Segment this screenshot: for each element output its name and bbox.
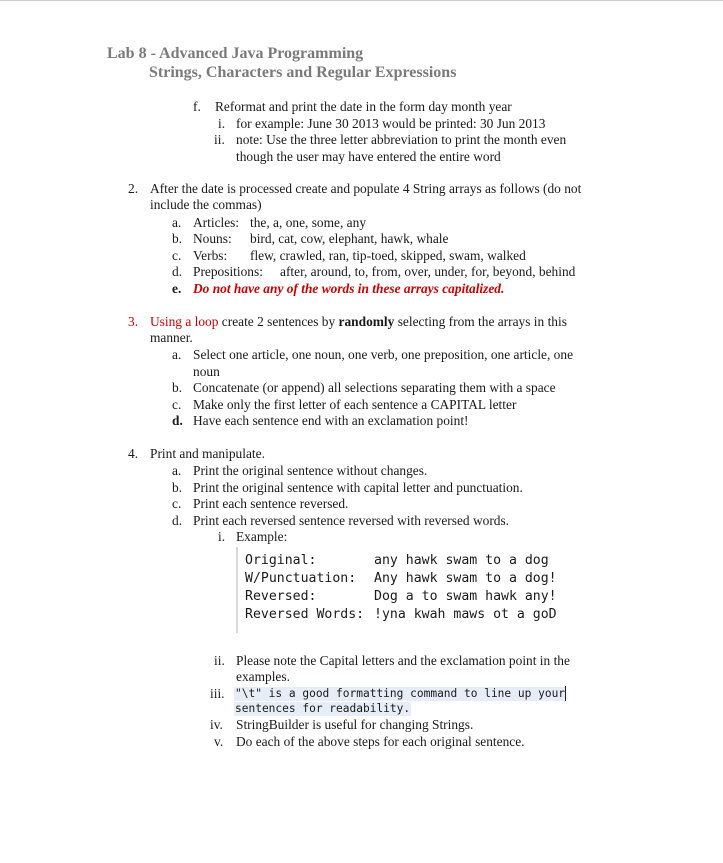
item-3b-marker: b. <box>172 380 183 395</box>
item-f-ii-text-1: note: Use the three letter abbreviation to print the month even <box>236 132 567 147</box>
reversed-words-key: Reversed Words: <box>245 607 365 622</box>
item-3c-marker: c. <box>172 397 182 412</box>
lab-title: Lab 8 - Advanced Java Programming <box>107 45 364 62</box>
punctuation-value: Any hawk swam to a dog! <box>374 571 557 586</box>
item-3-marker: 3. <box>128 314 139 329</box>
item-4a-marker: a. <box>172 463 182 478</box>
item-2b-marker: b. <box>172 231 183 246</box>
note-ii-text-2: examples. <box>236 669 290 684</box>
item-4d-marker: d. <box>172 513 183 528</box>
note-iii-code-2: sentences for readability. <box>235 702 411 715</box>
item-3b-text: Concatenate (or append) all selections separating them with a space <box>193 380 556 395</box>
original-key: Original: <box>245 553 317 568</box>
original-value: any hawk swam to a dog <box>374 553 549 568</box>
item-f-ii-marker: ii. <box>214 132 225 147</box>
item-2a-marker: a. <box>172 215 182 230</box>
reversed-key: Reversed: <box>245 589 317 604</box>
nouns-label: Nouns: <box>193 231 232 246</box>
prepositions-list: after, around, to, from, over, under, for, beyond, behind <box>280 264 576 279</box>
reversed-words-value: !yna kwah maws ot a goD <box>374 607 557 622</box>
note-ii-text-1: Please note the Capital letters and the exclamation point in the <box>236 653 570 668</box>
no-capitalization-warning: Do not have any of the words in these arrays capitalized. <box>193 281 505 296</box>
item-2-text-1: After the date is processed create and populate 4 String arrays as follows (do not <box>150 181 582 196</box>
top-border <box>0 0 723 1</box>
item-4b-marker: b. <box>172 480 183 495</box>
item-3a-text-1: Select one article, one noun, one verb, one preposition, one article, one <box>193 347 574 362</box>
note-iii-marker: iii. <box>210 686 225 701</box>
note-v-text: Do each of the above steps for each original sentence. <box>236 734 525 749</box>
item-3d-marker: d. <box>172 413 183 428</box>
item-2c-marker: c. <box>172 248 182 263</box>
example-code-block <box>236 547 568 633</box>
verbs-list: flew, crawled, ran, tip-toed, skipped, swam, walked <box>250 248 526 263</box>
text-cursor <box>565 686 566 701</box>
prepositions-label: Prepositions: <box>193 264 263 279</box>
item-4b-text: Print the original sentence with capital letter and punctuation. <box>193 480 523 495</box>
item-2-marker: 2. <box>128 181 139 196</box>
randomly-text: randomly <box>338 314 395 329</box>
item-2-text-2: include the commas) <box>150 197 262 212</box>
item-4a-text: Print the original sentence without changes. <box>193 463 428 478</box>
reversed-value: Dog a to swam hawk any! <box>374 589 557 604</box>
note-iv-text: StringBuilder is useful for changing Strings. <box>236 717 474 732</box>
item-f-text: Reformat and print the date in the form day month year <box>215 99 512 114</box>
note-iv-marker: iv. <box>210 717 223 732</box>
item-3-text-2: manner. <box>150 330 193 345</box>
articles-label: Articles: <box>193 215 240 230</box>
item-3-text <box>150 314 567 330</box>
nouns-list: bird, cat, cow, elephant, hawk, whale <box>250 231 449 246</box>
verbs-label: Verbs: <box>193 248 228 263</box>
item-3a-marker: a. <box>172 347 182 362</box>
item-4c-text: Print each sentence reversed. <box>193 496 349 511</box>
note-ii-marker: ii. <box>214 653 225 668</box>
item-2e-marker: e. <box>172 281 182 296</box>
using-a-loop-text: Using a loop <box>150 314 219 329</box>
example-label: Example: <box>236 529 288 544</box>
note-iii-code-1: "\t" is a good formatting command to line up your <box>235 687 566 700</box>
lab-subtitle: Strings, Characters and Regular Expressions <box>149 64 457 81</box>
item-f-ii-text-2: though the user may have entered the entire word <box>236 149 501 164</box>
item-f-i-text: for example: June 30 2013 would be printed: 30 Jun 2013 <box>236 116 546 131</box>
item-4-text: Print and manipulate. <box>150 446 265 461</box>
item-3-mid-text: create 2 sentences by <box>221 314 336 329</box>
item-4-marker: 4. <box>128 446 139 461</box>
note-v-marker: v. <box>214 734 224 749</box>
item-2d-marker: d. <box>172 264 183 279</box>
item-3a-text-2: noun <box>193 364 220 379</box>
punctuation-key: W/Punctuation: <box>245 571 357 586</box>
item-4c-marker: c. <box>172 496 182 511</box>
articles-list: the, a, one, some, any <box>250 215 367 230</box>
item-3-end-text: selecting from the arrays in this <box>397 314 567 329</box>
item-3c-text: Make only the first letter of each sentence a CAPITAL letter <box>193 397 517 412</box>
item-f-marker: f. <box>193 99 201 114</box>
item-4d-text: Print each reversed sentence reversed with reversed words. <box>193 513 510 528</box>
example-marker: i. <box>218 529 226 544</box>
item-3d-text: Have each sentence end with an exclamation point! <box>193 413 469 428</box>
item-f-i-marker: i. <box>218 116 226 131</box>
